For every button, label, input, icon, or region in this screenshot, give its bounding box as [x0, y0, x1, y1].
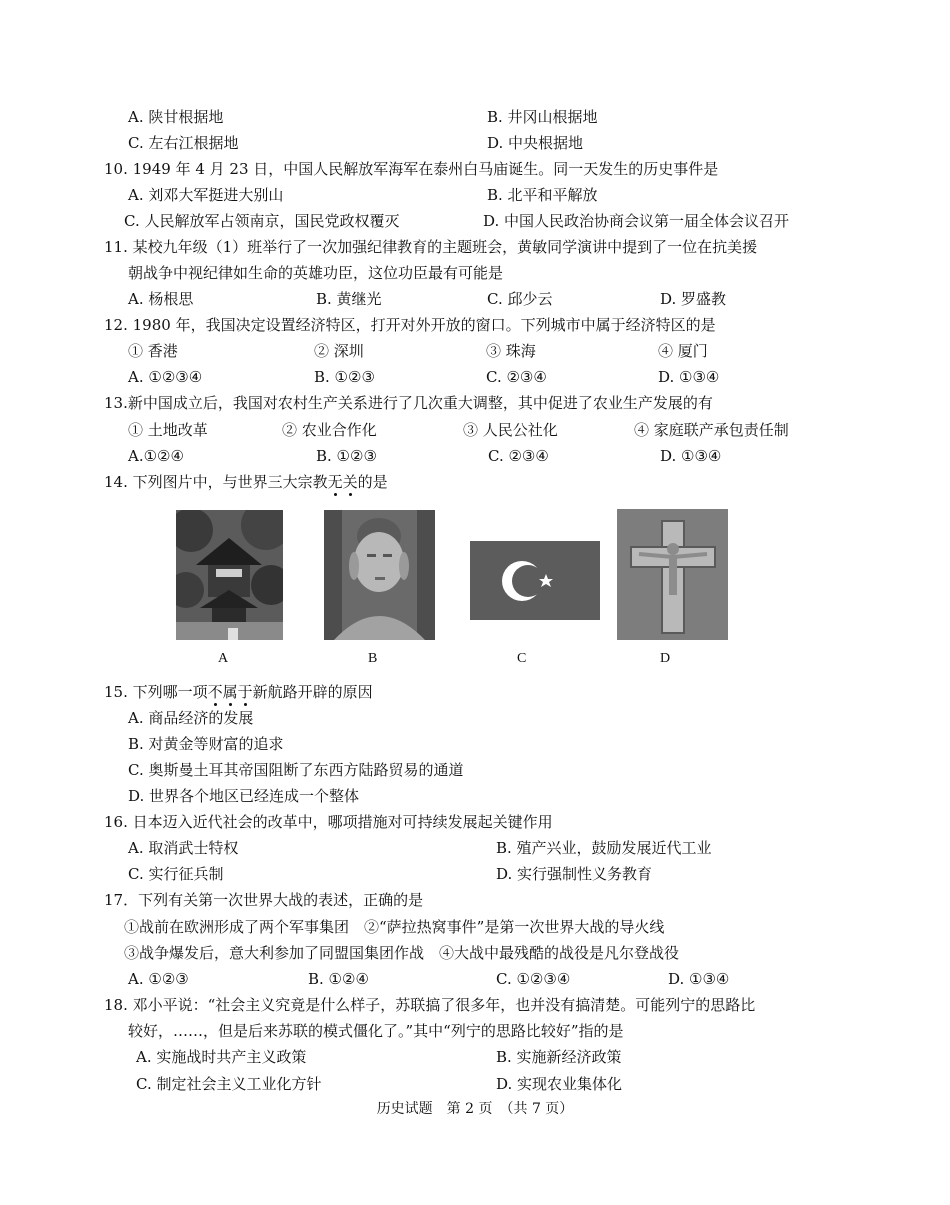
q15-option-c: C. 奥斯曼土耳其帝国阻断了东西方陆路贸易的通道 — [128, 761, 464, 779]
q11-option-a: A. 杨根思 — [128, 290, 194, 308]
q12-item-4: ④ 厦门 — [658, 342, 708, 360]
q18-option-a: A. 实施战时共产主义政策 — [136, 1048, 307, 1066]
q12-item-2: ② 深圳 — [314, 342, 364, 360]
q17-statement-2: ③战争爆发后，意大利参加了同盟国集团作战 ④大战中最残酷的战役是凡尔登战役 — [124, 944, 680, 962]
q16-option-a: A. 取消武士特权 — [128, 839, 239, 857]
q9-option-b: B. 井冈山根据地 — [487, 108, 598, 126]
q16-option-c: C. 实行征兵制 — [128, 865, 224, 883]
q17-statement-1: ①战前在欧洲形成了两个军事集团 ②“萨拉热窝事件”是第一次世界大战的导火线 — [124, 918, 665, 936]
q17-option-a: A. ①②③ — [128, 970, 189, 988]
q15-emphasis-3: 于 — [237, 683, 253, 701]
q16-option-b: B. 殖产兴业，鼓励发展近代工业 — [496, 839, 712, 857]
q11-stem-line2: 朝战争中视纪律如生命的英雄功臣，这位功臣最有可能是 — [128, 264, 504, 282]
q9-option-c: C. 左右江根据地 — [128, 134, 239, 152]
q11-option-d: D. 罗盛教 — [660, 290, 727, 308]
q14-image-d-crucifix — [617, 509, 728, 640]
q16-option-d: D. 实行强制性义务教育 — [496, 865, 653, 883]
q13-option-c: C. ②③④ — [488, 447, 549, 465]
q16-stem: 16. 日本迈入近代社会的改革中，哪项措施对可持续发展起关键作用 — [104, 813, 553, 831]
q12-option-d: D. ①③④ — [658, 368, 720, 386]
q10-option-b: B. 北平和平解放 — [487, 186, 598, 204]
q17-stem: 17．下列有关第一次世界大战的表述，正确的是 — [104, 891, 424, 909]
q11-stem-line1: 11. 某校九年级（1）班举行了一次加强纪律教育的主题班会，黄敏同学演讲中提到了一位在抗美援 — [104, 238, 758, 256]
q15-option-d: D. 世界各个地区已经连成一个整体 — [128, 787, 360, 805]
q11-option-c: C. 邱少云 — [487, 290, 553, 308]
q13-item-1: ① 土地改革 — [128, 421, 208, 439]
q14-stem-pre: 14. 下列图片中，与世界三大宗教 — [104, 473, 328, 491]
q10-option-d: D. 中国人民政治协商会议第一届全体会议召开 — [483, 212, 790, 230]
q15-option-b: B. 对黄金等财富的追求 — [128, 735, 284, 753]
q13-option-a: A.①②④ — [128, 447, 184, 465]
q14-label-c: C — [517, 651, 527, 666]
q13-option-d: D. ①③④ — [660, 447, 722, 465]
q12-option-b: B. ①②③ — [314, 368, 375, 386]
q14-label-a: A — [218, 651, 229, 666]
q14-label-d: D — [660, 651, 671, 666]
q15-emphasis-1: 不 — [207, 683, 223, 701]
q17-option-d: D. ①③④ — [668, 970, 730, 988]
q12-item-1: ① 香港 — [128, 342, 178, 360]
q15-emphasis-2: 属 — [222, 683, 238, 701]
q14-stem — [104, 472, 388, 492]
q11-option-b: B. 黄继光 — [316, 290, 382, 308]
q9-option-d: D. 中央根据地 — [487, 134, 584, 152]
q14-image-a-temple — [176, 510, 283, 640]
q14-stem-post: 的是 — [357, 473, 388, 491]
q18-option-b: B. 实施新经济政策 — [496, 1048, 622, 1066]
q18-stem-line2: 较好，……，但是后来苏联的模式僵化了。”其中“列宁的思路比较好”指的是 — [128, 1022, 624, 1040]
q12-option-c: C. ②③④ — [486, 368, 547, 386]
q10-option-a: A. 刘邓大军挺进大别山 — [128, 186, 284, 204]
q18-stem-line1: 18. 邓小平说：“社会主义究竟是什么样子，苏联搞了很多年，也并没有搞清楚。可能列宁的思路比 — [104, 996, 756, 1014]
q10-option-c: C. 人民解放军占领南京，国民党政权覆灭 — [124, 212, 400, 230]
q13-item-2: ② 农业合作化 — [282, 421, 377, 439]
q12-stem: 12. 1980 年，我国决定设置经济特区，打开对外开放的窗口。下列城市中属于经济特区的是 — [104, 316, 716, 334]
q14-emphasis-2: 关 — [342, 473, 358, 491]
q14-emphasis-1: 无 — [327, 473, 343, 491]
q18-option-d: D. 实现农业集体化 — [496, 1075, 623, 1093]
q17-option-c: C. ①②③④ — [496, 970, 571, 988]
q14-image-c-flag — [470, 541, 600, 620]
q9-option-a: A. 陕甘根据地 — [128, 108, 224, 126]
q15-stem-post: 新航路开辟的原因 — [252, 683, 373, 701]
q15-option-a: A. 商品经济的发展 — [128, 709, 254, 727]
q12-option-a: A. ①②③④ — [128, 368, 203, 386]
q14-label-b: B — [368, 651, 378, 666]
q12-item-3: ③ 珠海 — [486, 342, 536, 360]
q13-stem: 13.新中国成立后，我国对农村生产关系进行了几次重大调整，其中促进了农业生产发展的有 — [104, 394, 713, 412]
q14-image-b-buddha — [324, 510, 435, 640]
q15-stem — [104, 682, 373, 702]
page-footer: 历史试题 第 2 页 （共 7 页） — [376, 1101, 574, 1117]
q10-stem: 10. 1949 年 4 月 23 日，中国人民解放军海军在泰州白马庙诞生。同一天发生的历史事件是 — [104, 160, 719, 178]
q17-option-b: B. ①②④ — [308, 970, 369, 988]
q13-item-4: ④ 家庭联产承包责任制 — [634, 421, 789, 439]
q13-option-b: B. ①②③ — [316, 447, 377, 465]
q13-item-3: ③ 人民公社化 — [463, 421, 558, 439]
q15-stem-pre: 15. 下列哪一项 — [104, 683, 208, 701]
q18-option-c: C. 制定社会主义工业化方针 — [136, 1075, 322, 1093]
